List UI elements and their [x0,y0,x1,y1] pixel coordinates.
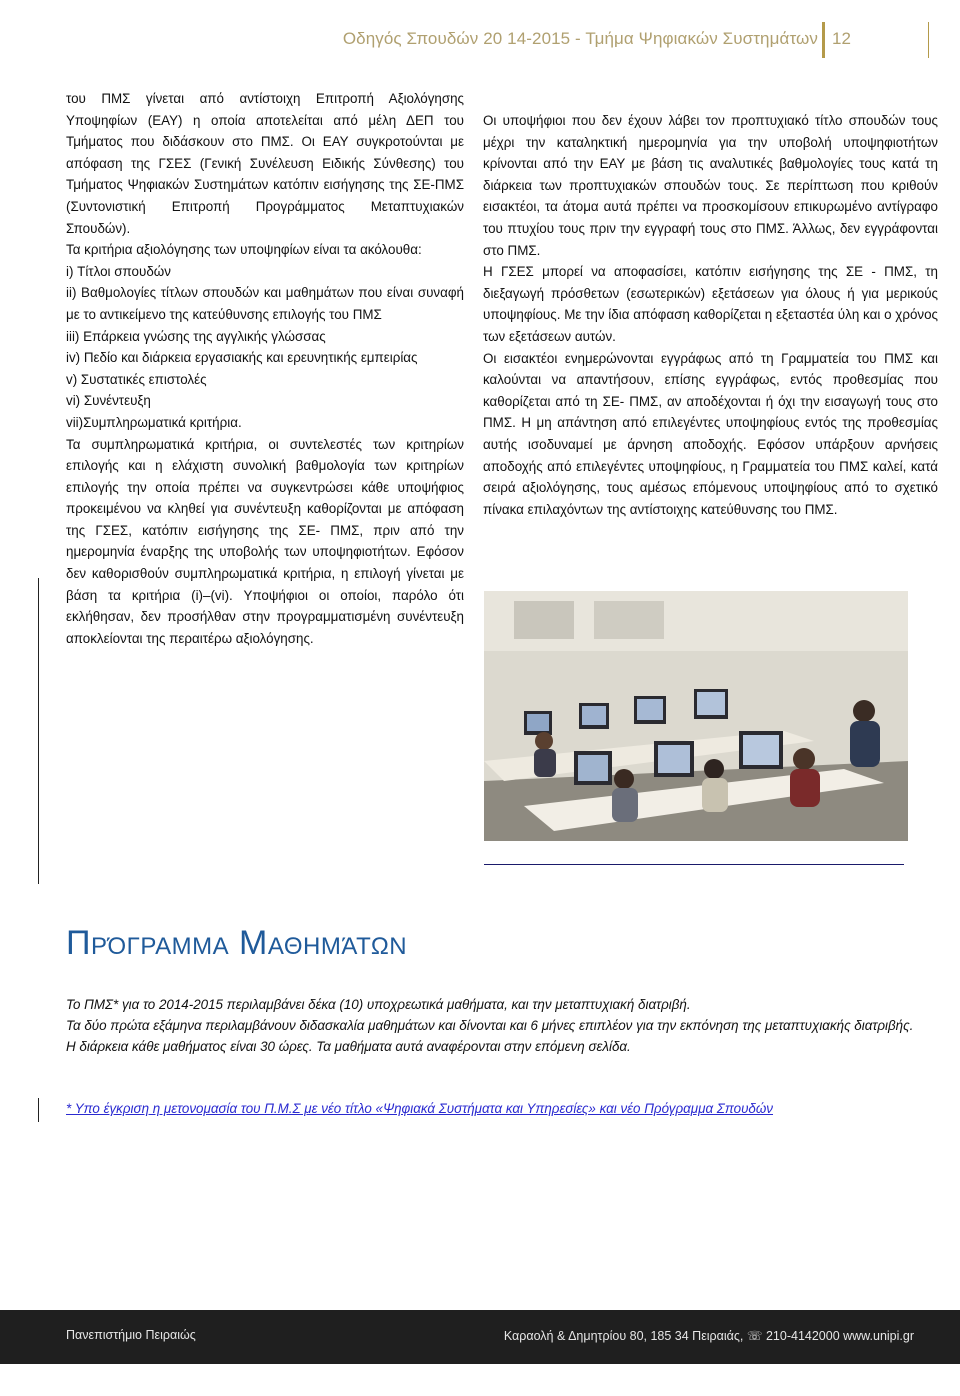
paragraph: Η διάρκεια κάθε μαθήματος είναι 30 ώρες. Τα μαθήματα αυτά αναφέρονται στην επόμενη σελίδα. [66,1039,631,1054]
paragraph: Οι υποψήφιοι που δεν έχουν λάβει τον προπτυχιακό τίτλο σπουδών τους μέχρι την καταληκτική ημερομηνία για την υποβολή υποψηφιοτήτων κρίνονται από την ΕΑΥ με βάση τις αναλυτικές βαθμολογίες τους κατά τη διάρκεια των προπτυχιακών σπουδών τους. Σε περίπτωση που κριθούν εισακτέοι, τα άτομα αυτά πρέπει να προσκομίσουν επικυρωμένο αντίγραφο του πτυχίου τους πριν την εγγραφή τους στο ΠΜΣ. Άλλως, δεν εγγράφονται στο ΠΜΣ. [483,113,938,258]
footnote-link[interactable]: * Υπο έγκριση η μετονομασία του Π.Μ.Σ με νέο τίτλο «Ψηφιακά Συστήματα και Υπηρεσίες» και νέο Πρόγραμμα Σπουδών [66,1101,773,1116]
paragraph: Τα συμπληρωματικά κριτήρια, οι συντελεστές των κριτηρίων επιλογής και η ελάχιστη συνολική βαθμολογία των κριτηρίων επιλογής την οποία πρέπει να συγκεντρώσει κάθε υποψήφιος προκειμένου να κληθεί για συνέντευξη καθορίζονται με απόφαση της ΓΣΕΣ, κατόπιν εισήγησης της ΣΕ- ΠΜΣ, πριν από την ημερομηνία έναρξης της υποβολής των υποψηφιοτήτων. Εφόσον δεν καθορισθούν συμπληρωματικά κριτήρια, η επιλογή γίνεται με βάση τα κριτήρια (i)–(vi). Υποψήφιοι οι οποίοι, παρόλο ότι εκλήθησαν, δεν προσήλθαν στην προγραμματισμένη συνέντευξη αποκλείονται της περαιτέρω αξιολόγησης. [66,436,464,646]
change-bar [38,578,39,884]
paragraph: Η ΓΣΕΣ μπορεί να αποφασίσει, κατόπιν εισήγησης της ΣΕ - ΠΜΣ, τη διεξαγωγή πρόσθετων (εσωτερικών) εξετάσεων για όλους ή για μερικούς υποψηφίους. Με την ίδια απόφαση καθορίζεται η εξεταστέα ύλη και ο χρόνος των εξετάσεων αυτών. [483,264,938,344]
footer-contact: Καραολή & Δημητρίου 80, 185 34 Πειραιάς, ☏ 210-4142000 www.unipi.gr [503,1329,914,1343]
header-edge-mark [928,22,934,58]
paragraph: του ΠΜΣ γίνεται από αντίστοιχη Επιτροπή Αξιολόγησης Υποψηφίων (ΕΑΥ) η οποία αποτελείται από μέλη ΔΕΠ του Τμήματος που διδάσκουν στο ΠΜΣ. Οι ΕΑΥ συγκροτούνται με απόφαση της ΓΣΕΣ (Γενική Συνέλευση Ειδικής Σύνθεσης) του Τμήματος Ψηφιακών Συστημάτων κατόπιν εισήγησης της ΣΕ-ΠΜΣ (Συντονιστική Επιτροπή Προγράμματος Μεταπτυχιακών Σπουδών). [66,91,464,236]
paragraph: Οι εισακτέοι ενημερώνονται εγγράφως από τη Γραμματεία του ΠΜΣ και καλούνται να απαντήσουν, επίσης εγγράφως, εντός προθεσμίας που καθορίζεται από τη ΣΕ- ΠΜΣ, αν αποδέχονται ή όχι την εισαγωγή τους στο ΠΜΣ. Η μη απάντηση από επιλεγέντες υποψηφίους εντός της προθεσμίας αυτής ισοδυναμεί με άρνηση αποδοχής. Εφόσον υπάρξουν αρνήσεις αποδοχής από επιλεγέντες υποψηφίους, η Γραμματεία του ΠΜΣ καλεί, κατά σειρά αξιολόγησης, τους αμέσως επόμενους υποψηφίους από το σχετικό πίνακα επιλαχόντων της αντίστοιχης κατεύθυνσης του ΠΜΣ. [483,350,938,517]
section-title: Πρόγραμμα Μαθημάτων [66,924,408,962]
list-item: v) Συστατικές επιστολές [66,371,207,387]
right-column [483,110,938,520]
list-item: vii)Συμπληρωματικά κριτήρια. [66,414,242,430]
change-bar [38,1098,39,1122]
footer-university: Πανεπιστήμιο Πειραιώς [66,1328,196,1342]
running-header-title: Οδηγός Σπουδών 20 14-2015 - Τμήμα Ψηφιακών Συστημάτων [342,29,818,48]
list-item: iv) Πεδίο και διάρκεια εργασιακής και ερευνητικής εμπειρίας [66,350,418,366]
header-divider [822,22,825,58]
list-item: iii) Επάρκεια γνώσης της αγγλικής γλώσσας [66,328,326,344]
computer-lab-photo [484,591,908,841]
paragraph: Τα κριτήρια αξιολόγησης των υποψηφίων είναι τα ακόλουθα: [66,242,422,258]
photo-underline [484,864,904,865]
program-summary [66,994,946,1057]
list-item: ii) Βαθμολογίες τίτλων σπουδών και μαθημάτων που είναι συναφή με το αντικείμενο της κατεύθυνσης επιλογής του ΠΜΣ [66,285,464,322]
page-number: 12 [832,29,851,48]
paragraph: Τα δύο πρώτα εξάμηνα περιλαμβάνουν διδασκαλία μαθημάτων και δίνονται και 6 μήνες επιπλέον για την εκπόνηση της μεταπτυχιακής διατριβής. [66,1018,914,1033]
list-item: i) Τίτλοι σπουδών [66,263,171,279]
paragraph: Το ΠΜΣ* για το 2014-2015 περιλαμβάνει δέκα (10) υποχρεωτικά μαθήματα, και την μεταπτυχιακή διατριβή. [66,997,691,1012]
left-column [66,88,464,649]
list-item: vi) Συνέντευξη [66,393,151,409]
